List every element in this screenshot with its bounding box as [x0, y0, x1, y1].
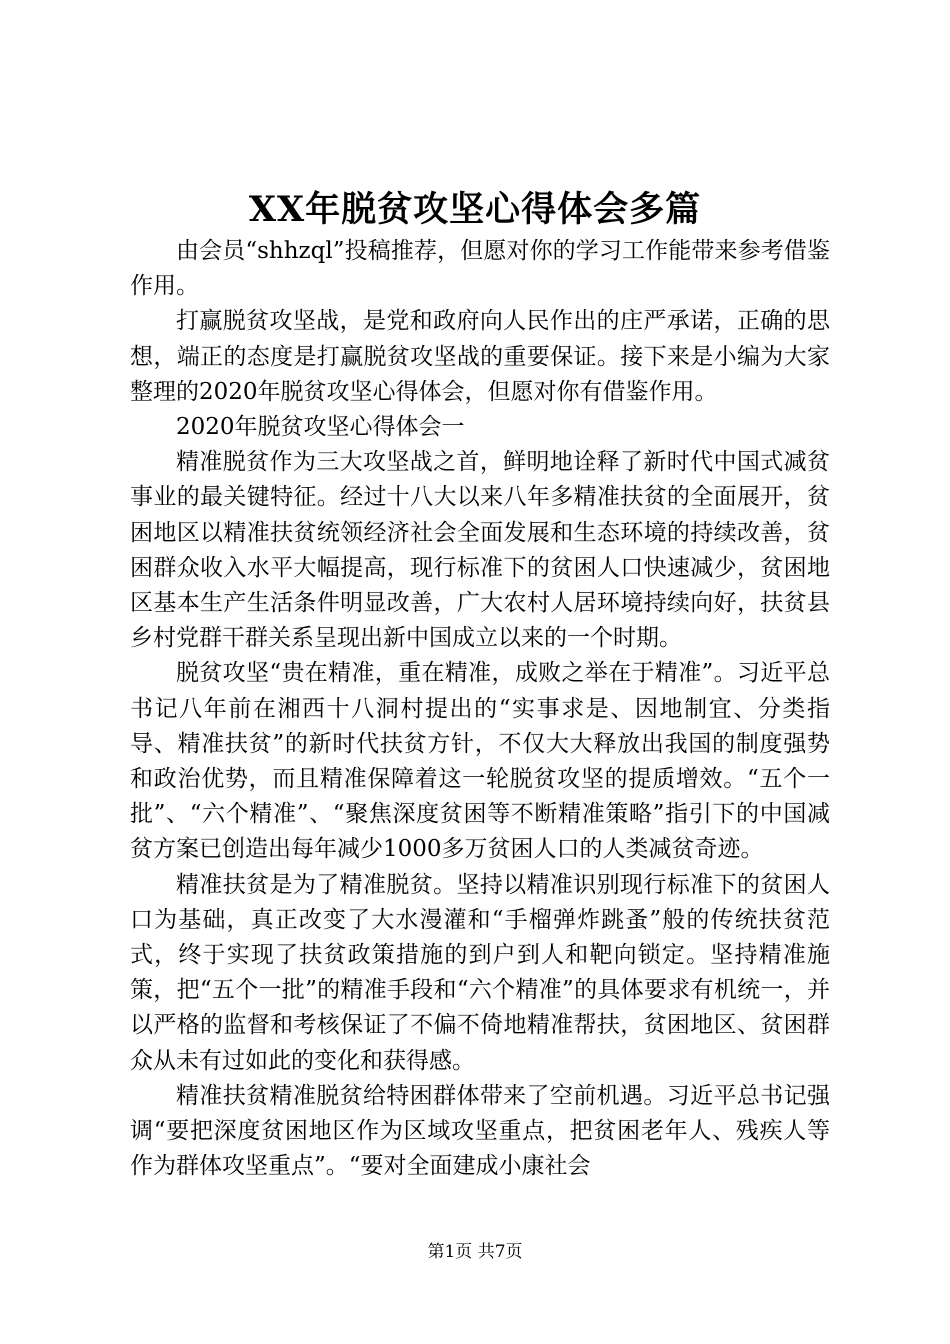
- section-heading: 2020年脱贫攻坚心得体会一: [176, 414, 465, 441]
- paragraph-body: 精准扶贫精准脱贫给特困群体带来了空前机遇。习近平总书记强调“要把深度贫困地区作为区域攻坚重点，把贫困老年人、残疾人等作为群体攻坚重点”。“要对全面建成小康社会: [130, 1082, 830, 1180]
- paragraph-body: 精准扶贫是为了精准脱贫。坚持以精准识别现行标准下的贫困人口为基础，真正改变了大水漫灌和“手榴弹炸跳蚤”般的传统扶贫范式，终于实现了扶贫政策措施的到户到人和靶向锁定。坚持精准施策，把“五个一批”的精准手段和“六个精准”的具体要求有机统一，并以严格的监督和考核保证了不偏不倚地精准帮扶，贫困地区、贫困群众从未有过如此的变化和获得感。: [130, 871, 830, 1074]
- paragraph-intro: 由会员“shhzql”投稿推荐，但愿对你的学习工作能带来参考借鉴作用。: [130, 238, 830, 300]
- page-number-footer: 第1页 共7页: [427, 1242, 523, 1262]
- document-body: [130, 234, 830, 1184]
- paragraph-body: 精准脱贫作为三大攻坚战之首，鲜明地诠释了新时代中国式减贫事业的最关键特征。经过十八大以来八年多精准扶贫的全面展开，贫困地区以精准扶贫统领经济社会全面发展和生态环境的持续改善，贫困群众收入水平大幅提高，现行标准下的贫困人口快速减少，贫困地区基本生产生活条件明显改善，广大农村人居环境持续向好，扶贫县乡村党群干群关系呈现出新中国成立以来的一个时期。: [130, 449, 830, 652]
- paragraph-preface: 打赢脱贫攻坚战，是党和政府向人民作出的庄严承诺，正确的思想，端正的态度是打赢脱贫攻坚战的重要保证。接下来是小编为大家整理的2020年脱贫攻坚心得体会，但愿对你有借鉴作用。: [130, 308, 830, 405]
- document-title: XX年脱贫攻坚心得体会多篇: [248, 189, 702, 230]
- paragraph-body: 脱贫攻坚“贵在精准，重在精准，成败之举在于精准”。习近平总书记八年前在湘西十八洞村提出的“实事求是、因地制宜、分类指导、精准扶贫”的新时代扶贫方针，不仅大大释放出我国的制度强势和政治优势，而且精准保障着这一轮脱贫攻坚的提质增效。“五个一批”、“六个精准”、“聚焦深度贫困等不断精准策略”指引下的中国减贫方案已创造出每年减少1000多万贫困人口的人类减贫奇迹。: [130, 660, 830, 863]
